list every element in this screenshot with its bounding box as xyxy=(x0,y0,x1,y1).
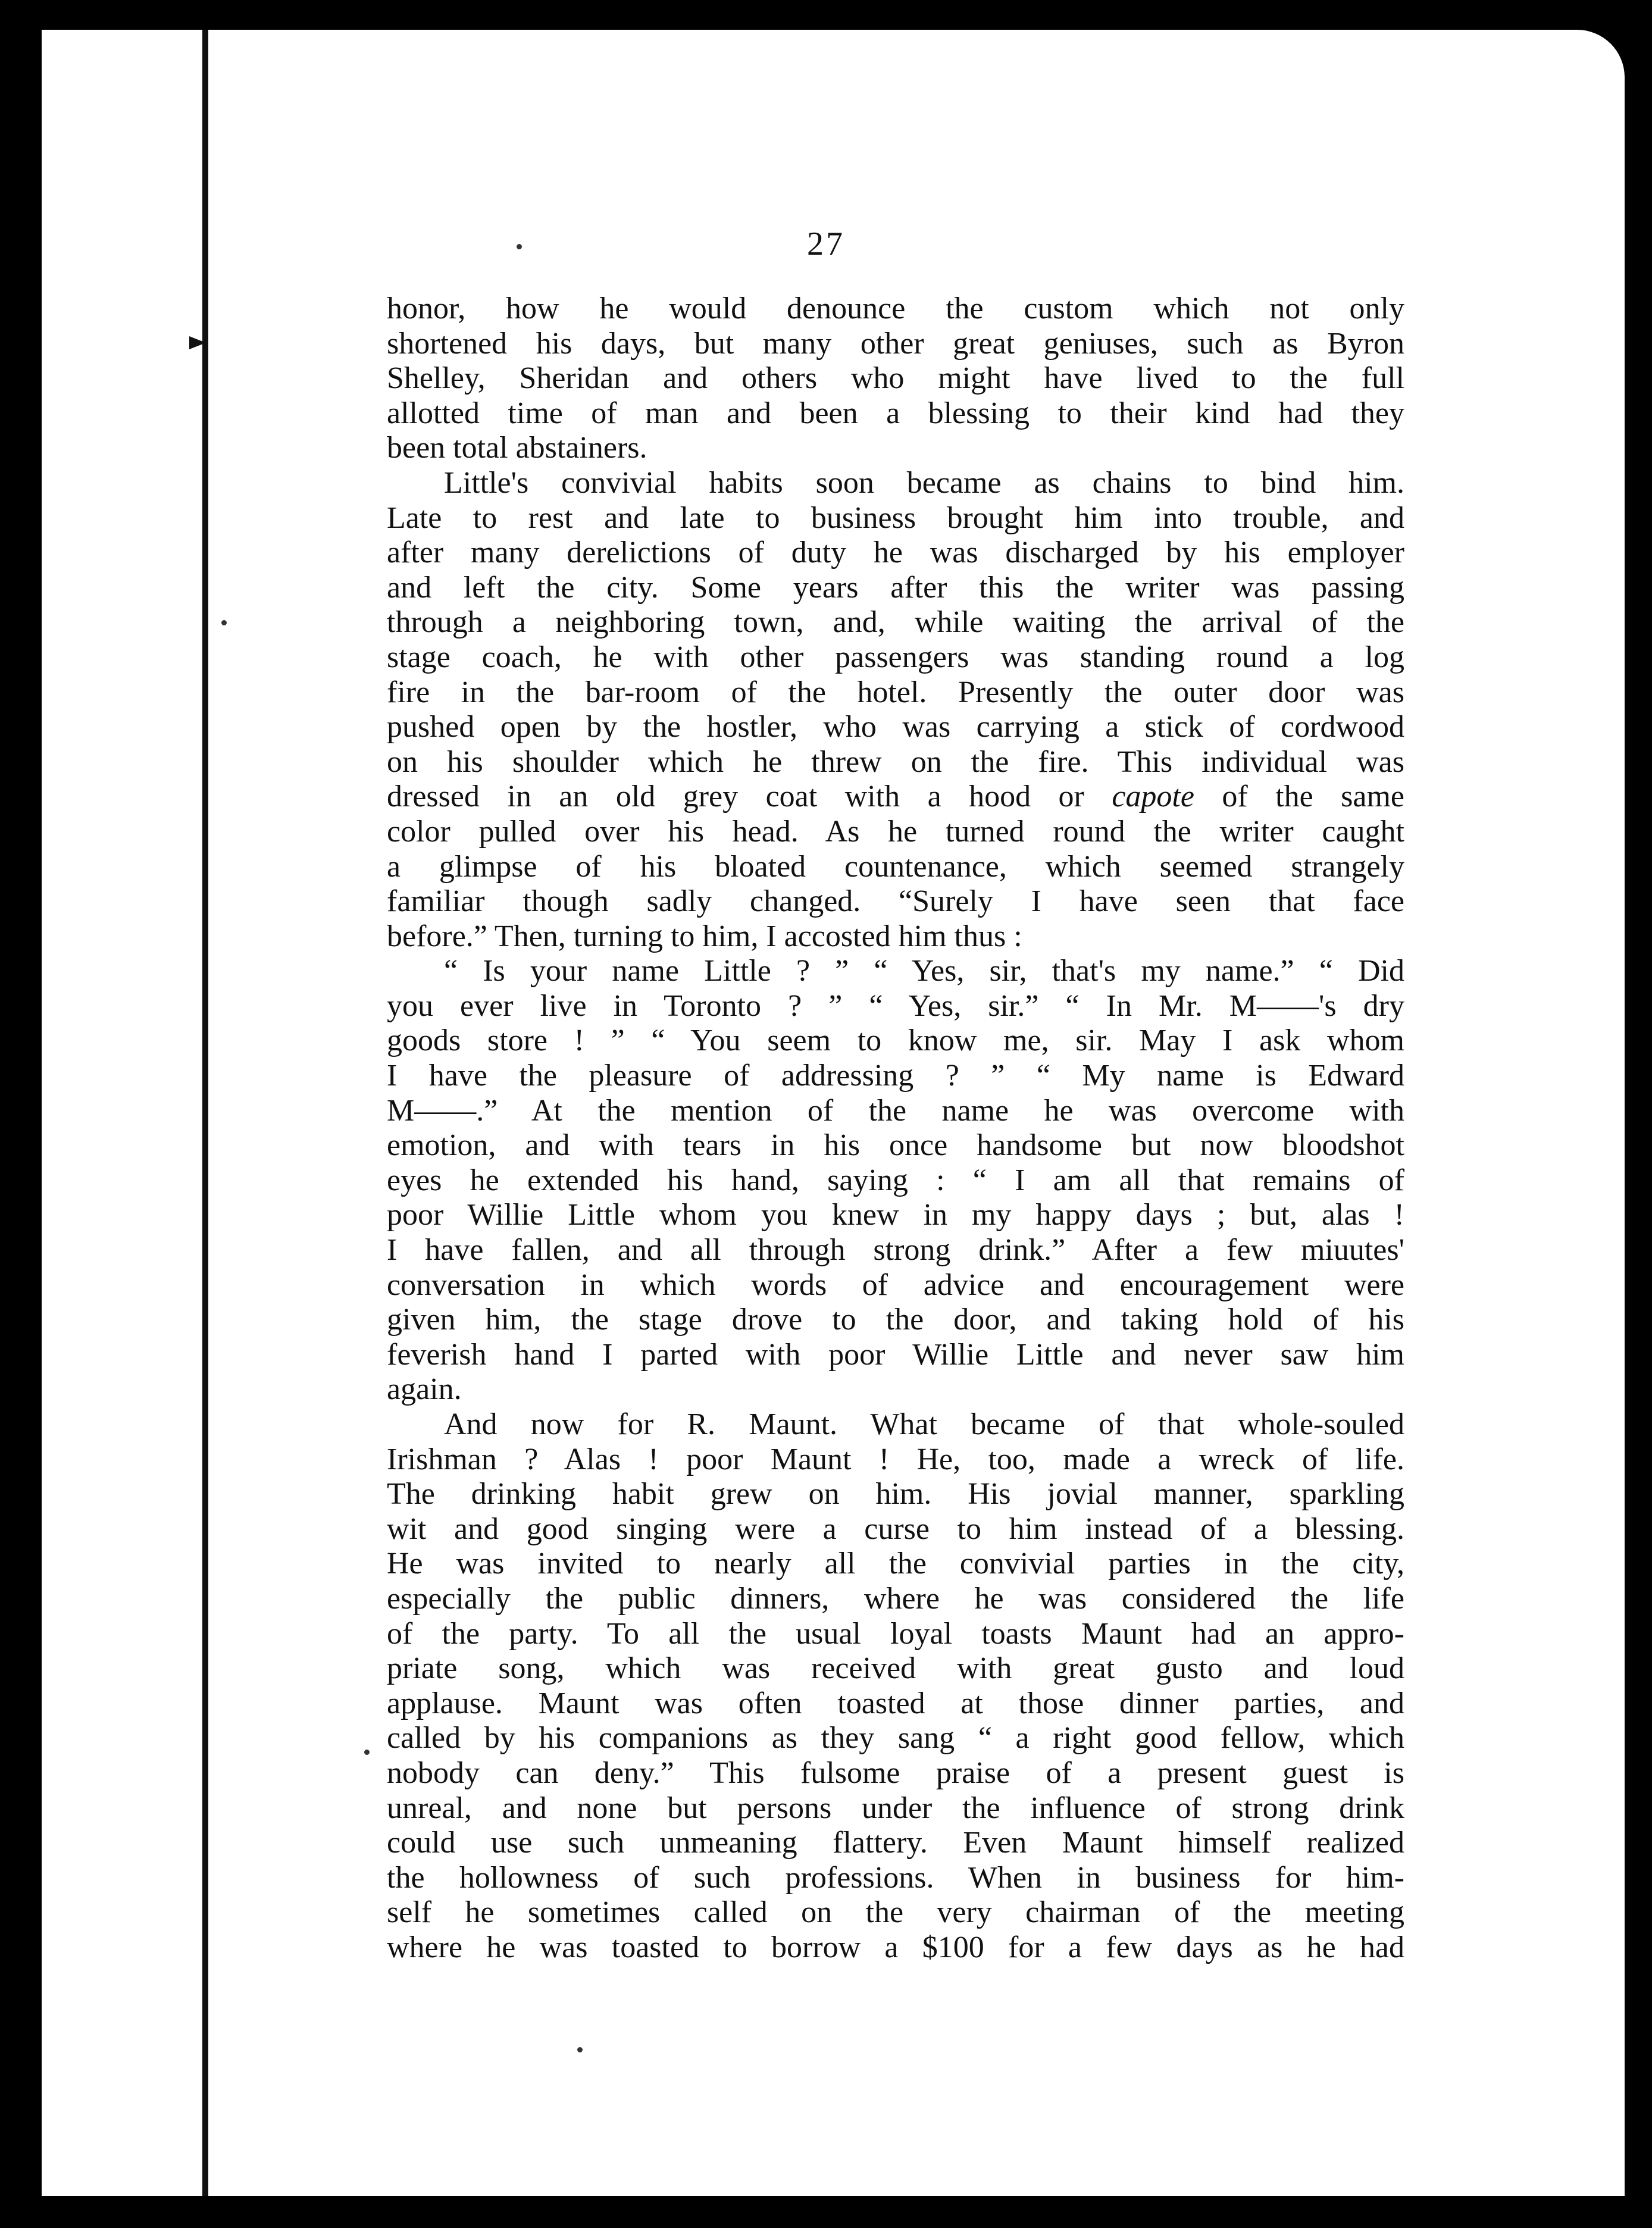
scan-speck xyxy=(364,1750,370,1755)
text-line: dressed in an old grey coat with a hood or capote of the same xyxy=(387,780,1404,814)
text-line: again. xyxy=(387,1372,462,1407)
body-text xyxy=(387,292,1404,1966)
text-line: of the party. To all the usual loyal toasts Maunt had an appro- xyxy=(387,1616,1404,1651)
text-line: self he sometimes called on the very chairman of the meeting xyxy=(387,1895,1404,1930)
binding-gutter-line xyxy=(202,30,208,2196)
text-line: M——.” At the mention of the name he was overcome with xyxy=(387,1093,1404,1128)
text-line: conversation in which words of advice and encouragement were xyxy=(387,1268,1404,1302)
text-line: I have the pleasure of addressing ? ” “ My name is Edward xyxy=(387,1059,1404,1093)
text-line: been total abstainers. xyxy=(387,431,647,465)
text-line: you ever live in Toronto ? ” “ Yes, sir.” “ In Mr. M——'s dry xyxy=(387,988,1404,1023)
text-line: I have fallen, and all through strong drink.” After a few miuutes' xyxy=(387,1233,1404,1268)
text-line: feverish hand I parted with poor Willie Little and never saw him xyxy=(387,1337,1404,1372)
text-line: emotion, and with tears in his once handsome but now bloodshot xyxy=(387,1128,1404,1163)
text-line: And now for R. Maunt. What became of that whole-souled xyxy=(444,1407,1404,1441)
text-line: and left the city. Some years after this the writer was passing xyxy=(387,570,1404,605)
text-line: especially the public dinners, where he was considered the life xyxy=(387,1581,1404,1616)
text-line: priate song, which was received with great gusto and loud xyxy=(387,1651,1404,1686)
text-line: after many derelictions of duty he was discharged by his employer xyxy=(387,536,1404,570)
text-line: Late to rest and late to business brought him into trouble, and xyxy=(387,500,1404,535)
scan-speck xyxy=(221,620,227,625)
text-line: honor, how he would denounce the custom which not only xyxy=(387,292,1404,326)
text-line: given him, the stage drove to the door, and taking hold of his xyxy=(387,1303,1404,1337)
text-line: applause. Maunt was often toasted at those dinner parties, and xyxy=(387,1686,1404,1720)
text-line: through a neighboring town, and, while waiting the arrival of the xyxy=(387,605,1404,640)
text-line: a glimpse of his bloated countenance, which seemed strangely xyxy=(387,849,1404,884)
text-line: the hollowness of such professions. When in business for him- xyxy=(387,1860,1404,1895)
text-line: where he was toasted to borrow a $100 for a few days as he had xyxy=(387,1930,1404,1964)
text-line: poor Willie Little whom you knew in my happy days ; but, alas ! xyxy=(387,1198,1404,1232)
text-line: Shelley, Sheridan and others who might have lived to the full xyxy=(387,361,1404,396)
text-line: color pulled over his head. As he turned round the writer caught xyxy=(387,814,1404,849)
page-number: 27 xyxy=(807,226,845,262)
text-line: before.” Then, turning to him, I accosted him thus : xyxy=(387,919,1022,953)
text-line: He was invited to nearly all the convivial parties in the city, xyxy=(387,1547,1404,1581)
text-line: shortened his days, but many other great geniuses, such as Byron xyxy=(387,326,1404,361)
text-line: allotted time of man and been a blessing to their kind had they xyxy=(387,396,1404,430)
scan-speck xyxy=(577,2047,583,2052)
text-line: pushed open by the hostler, who was carrying a stick of cordwood xyxy=(387,710,1404,744)
text-line: stage coach, he with other passengers was standing round a log xyxy=(387,640,1404,674)
text-line: wit and good singing were a curse to him instead of a blessing. xyxy=(387,1512,1404,1546)
text-line: Little's convivial habits soon became as chains to bind him. xyxy=(444,465,1404,500)
text-line: could use such unmeaning flattery. Even Maunt himself realized xyxy=(387,1826,1404,1860)
text-line: The drinking habit grew on him. His jovial manner, sparkling xyxy=(387,1477,1404,1512)
text-line: unreal, and none but persons under the influence of strong drink xyxy=(387,1791,1404,1825)
text-line: Irishman ? Alas ! poor Maunt ! He, too, made a wreck of life. xyxy=(387,1442,1404,1476)
text-line: goods store ! ” “ You seem to know me, sir. May I ask whom xyxy=(387,1024,1404,1058)
text-line: eyes he extended his hand, saying : “ I am all that remains of xyxy=(387,1163,1404,1197)
text-line: familiar though sadly changed. “Surely I have seen that face xyxy=(387,884,1404,919)
text-line: nobody can deny.” This fulsome praise of a present guest is xyxy=(387,1756,1404,1790)
text-line: on his shoulder which he threw on the fire. This individual was xyxy=(387,744,1404,779)
text-line: fire in the bar-room of the hotel. Presently the outer door was xyxy=(387,675,1404,709)
text-line: called by his companions as they sang “ a right good fellow, which xyxy=(387,1721,1404,1756)
text-line: “ Is your name Little ? ” “ Yes, sir, that's my name.” “ Did xyxy=(444,954,1404,988)
